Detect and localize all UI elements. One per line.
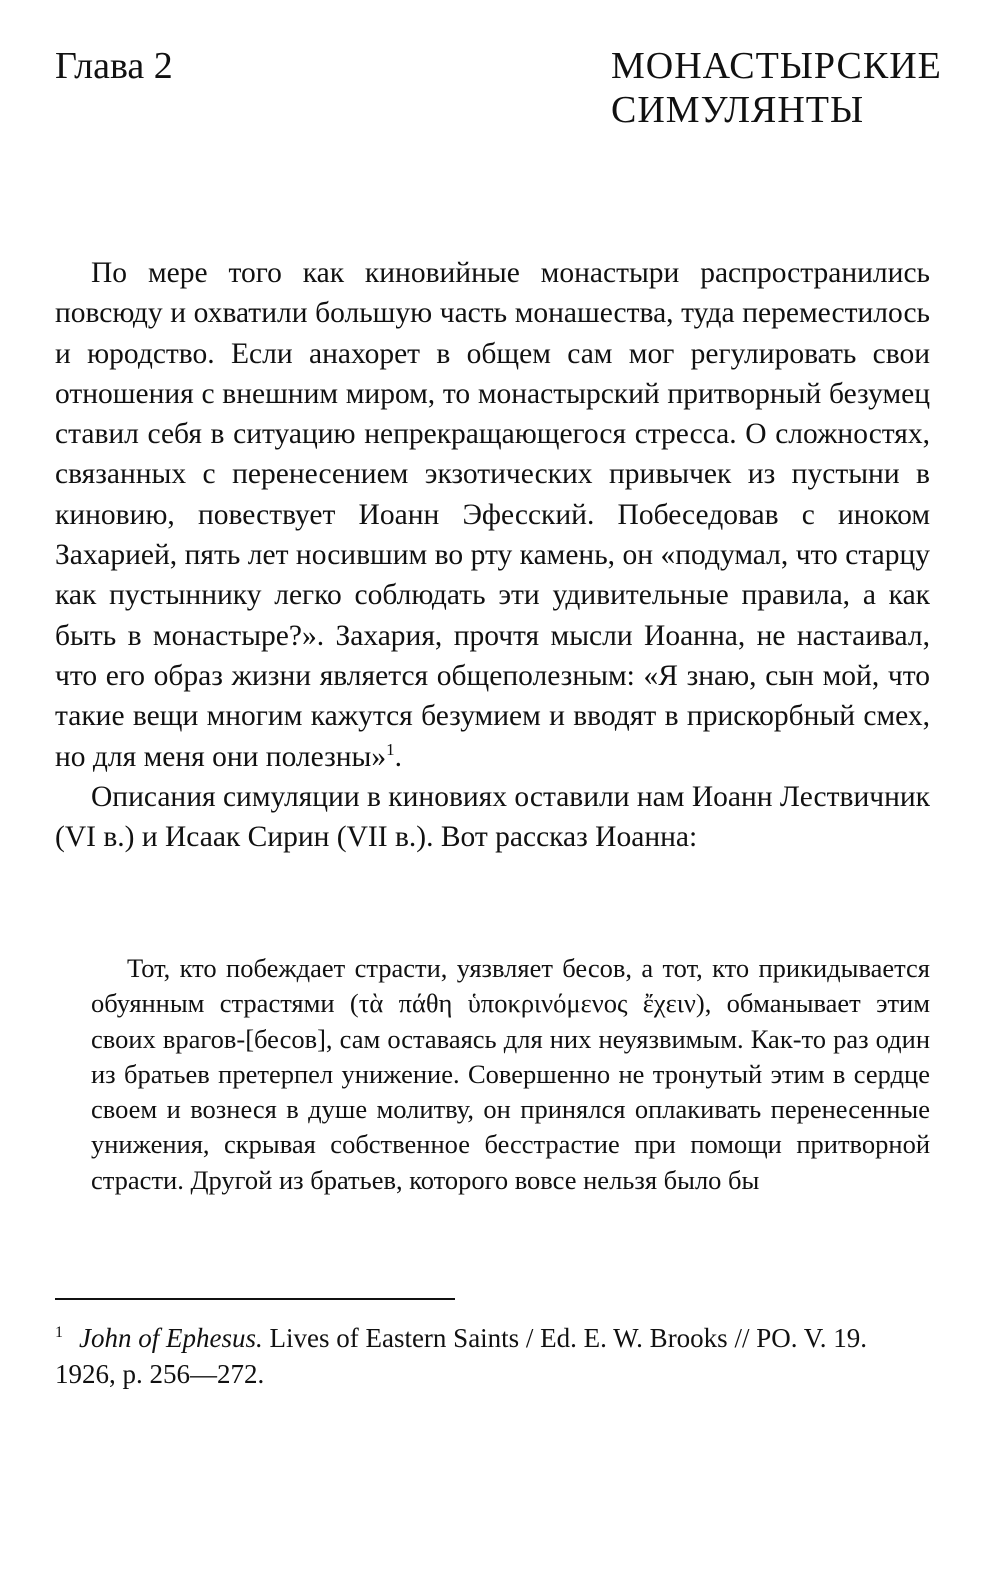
- footnote: [55, 1320, 930, 1392]
- footnote-text: Lives of Eastern Saints / Ed. E. W. Brooks // PO. V. 19. 1926, p. 256—272.: [55, 1323, 867, 1389]
- footnote-divider: [55, 1298, 455, 1300]
- paragraph-2: Описания симуляции в киновиях оставили нам Иоанн Лествичник (VI в.) и Исаак Сирин (VII в.). Вот рассказ Иоанна:: [55, 780, 930, 854]
- paragraph-1-end: .: [394, 740, 402, 773]
- footnote-reference: 1: [386, 739, 395, 759]
- main-text: [55, 253, 930, 857]
- book-page: [55, 0, 942, 1595]
- chapter-title-line-2: СИМУЛЯНТЫ: [611, 89, 865, 131]
- block-quote: [91, 951, 930, 1198]
- chapter-title: [611, 44, 951, 132]
- paragraph-1-text: По мере того как киновийные монастыри распространились повсюду и охватили большую часть монашества, туда переместилось и юродство. Если анахорет в общем сам мог регулировать свои отношения с внешним миром, то монастырский притворный безумец ставил себя в ситуацию непрекращающегося стресса. О сложностях, связанных с перенесением экзотических привычек из пустыни в киновию, повествует Иоанн Эфесский. Побеседовав с иноком Захарией, пять лет носившим во рту камень, он «подумал, что старцу как пустыннику легко соблюдать эти удивительные правила, а как быть в монастыре?». Захария, прочтя мысли Иоанна, не настаивал, что его образ жизни является общеполезным: «Я знаю, сын мой, что такие вещи многим кажутся безумием и вводят в прискорбный смех, но для меня они полезны»: [55, 257, 930, 773]
- chapter-title-line-1: МОНАСТЫРСКИЕ: [611, 45, 942, 87]
- footnote-number: 1: [55, 1324, 63, 1341]
- footnote-author: John of Ephesus.: [79, 1323, 263, 1353]
- quote-text: Тот, кто побеждает страсти, уязвляет бесов, а тот, кто прикидывается обуянным страстями (τὰ πάθη ὑποκρινόμενος ἔχειν), обманывает этим своих врагов-[бесов], сам оставаясь для них неуязвимым. Как-то раз один из братьев претерпел унижение. Совершенно не тронутый этим в сердце своем и вознеся в душе молитву, он принялся оплакивать перенесенные унижения, скрывая собственное бесстрастие при помощи притворной страсти. Другой из братьев, которого вовсе нельзя было бы: [91, 953, 930, 1195]
- paragraph-1: [55, 253, 930, 777]
- chapter-label: Глава 2: [55, 45, 173, 87]
